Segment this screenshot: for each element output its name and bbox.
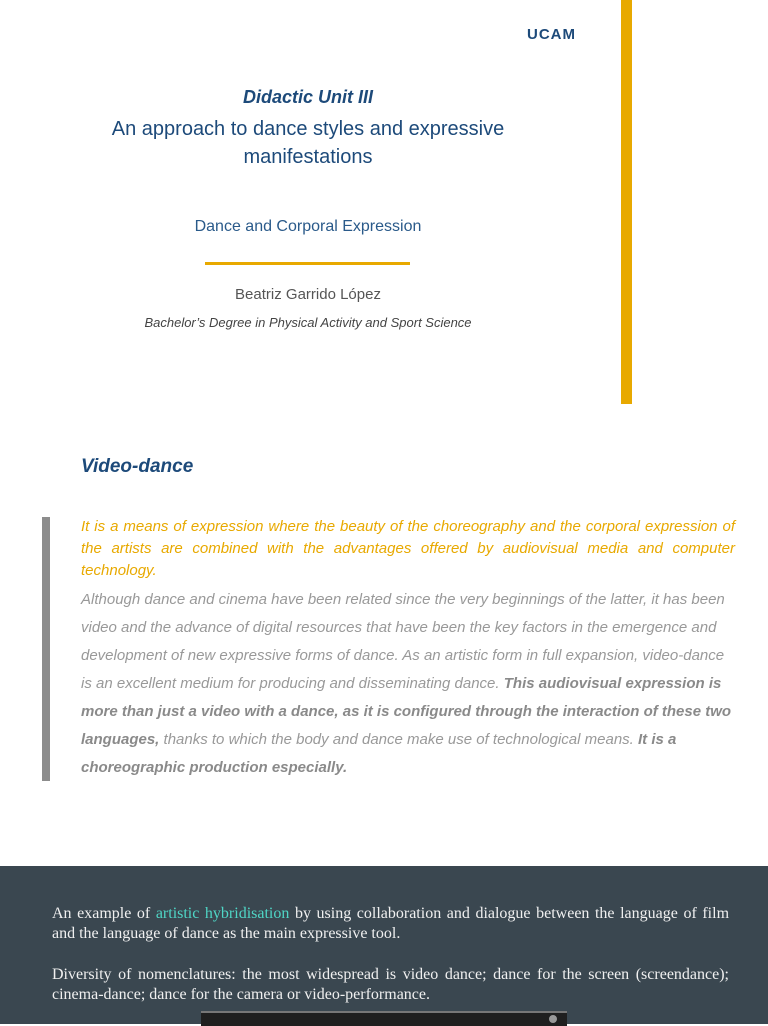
body-text-bold-2: It is a choreographic production especially. bbox=[81, 731, 677, 776]
section-heading: Video-dance bbox=[81, 456, 194, 477]
intro-text: It is a means of expression where the beauty of the choreography and the corporal expression of the artists are combined with the advantages offered by audiovisual media and computer technology. bbox=[81, 518, 735, 579]
author-name: Beatriz Garrido López bbox=[235, 286, 381, 303]
artistic-hybridisation-link[interactable]: artistic hybridisation bbox=[155, 905, 290, 922]
example-text-after: by using collaboration and dialogue between the language of film and the language of dance as the main expressive tool. bbox=[52, 905, 730, 942]
example-paragraph bbox=[52, 904, 729, 944]
example-text-before: An example of bbox=[52, 905, 156, 922]
body-text-part-2: thanks to which the body and dance make use of technological means. bbox=[159, 731, 638, 748]
body-text-bold-1: This audiovisual expression is more than just a video with a dance, as it is configured through the interaction of these two languages, bbox=[81, 675, 732, 748]
body-text-part-1: Although dance and cinema have been related since the very beginnings of the latter, it has been video and the advance of digital resources that have been the key factors in the emergence and development of new expressive forms of dance. As an artistic form in full expansion, video-dance is an excellent medium for producing and disseminating dance. bbox=[81, 591, 725, 692]
subject-name: Dance and Corporal Expression bbox=[194, 218, 422, 235]
gold-vertical-bar bbox=[621, 0, 632, 404]
page-title: An approach to dance styles and expressive manifestations bbox=[111, 118, 505, 168]
unit-label: Didactic Unit III bbox=[242, 87, 374, 107]
body-text bbox=[81, 586, 735, 782]
title-divider bbox=[205, 262, 410, 265]
ucam-logo: UCAM bbox=[527, 26, 576, 43]
nomenclature-paragraph: Diversity of nomenclatures: the most widespread is video dance; dance for the screen (screendance); cinema-dance; dance for the camera or video-performance. bbox=[52, 966, 729, 1003]
quote-bar bbox=[42, 517, 50, 781]
degree-name: Bachelor’s Degree in Physical Activity and Sport Science bbox=[144, 315, 472, 330]
play-icon bbox=[549, 1015, 557, 1023]
